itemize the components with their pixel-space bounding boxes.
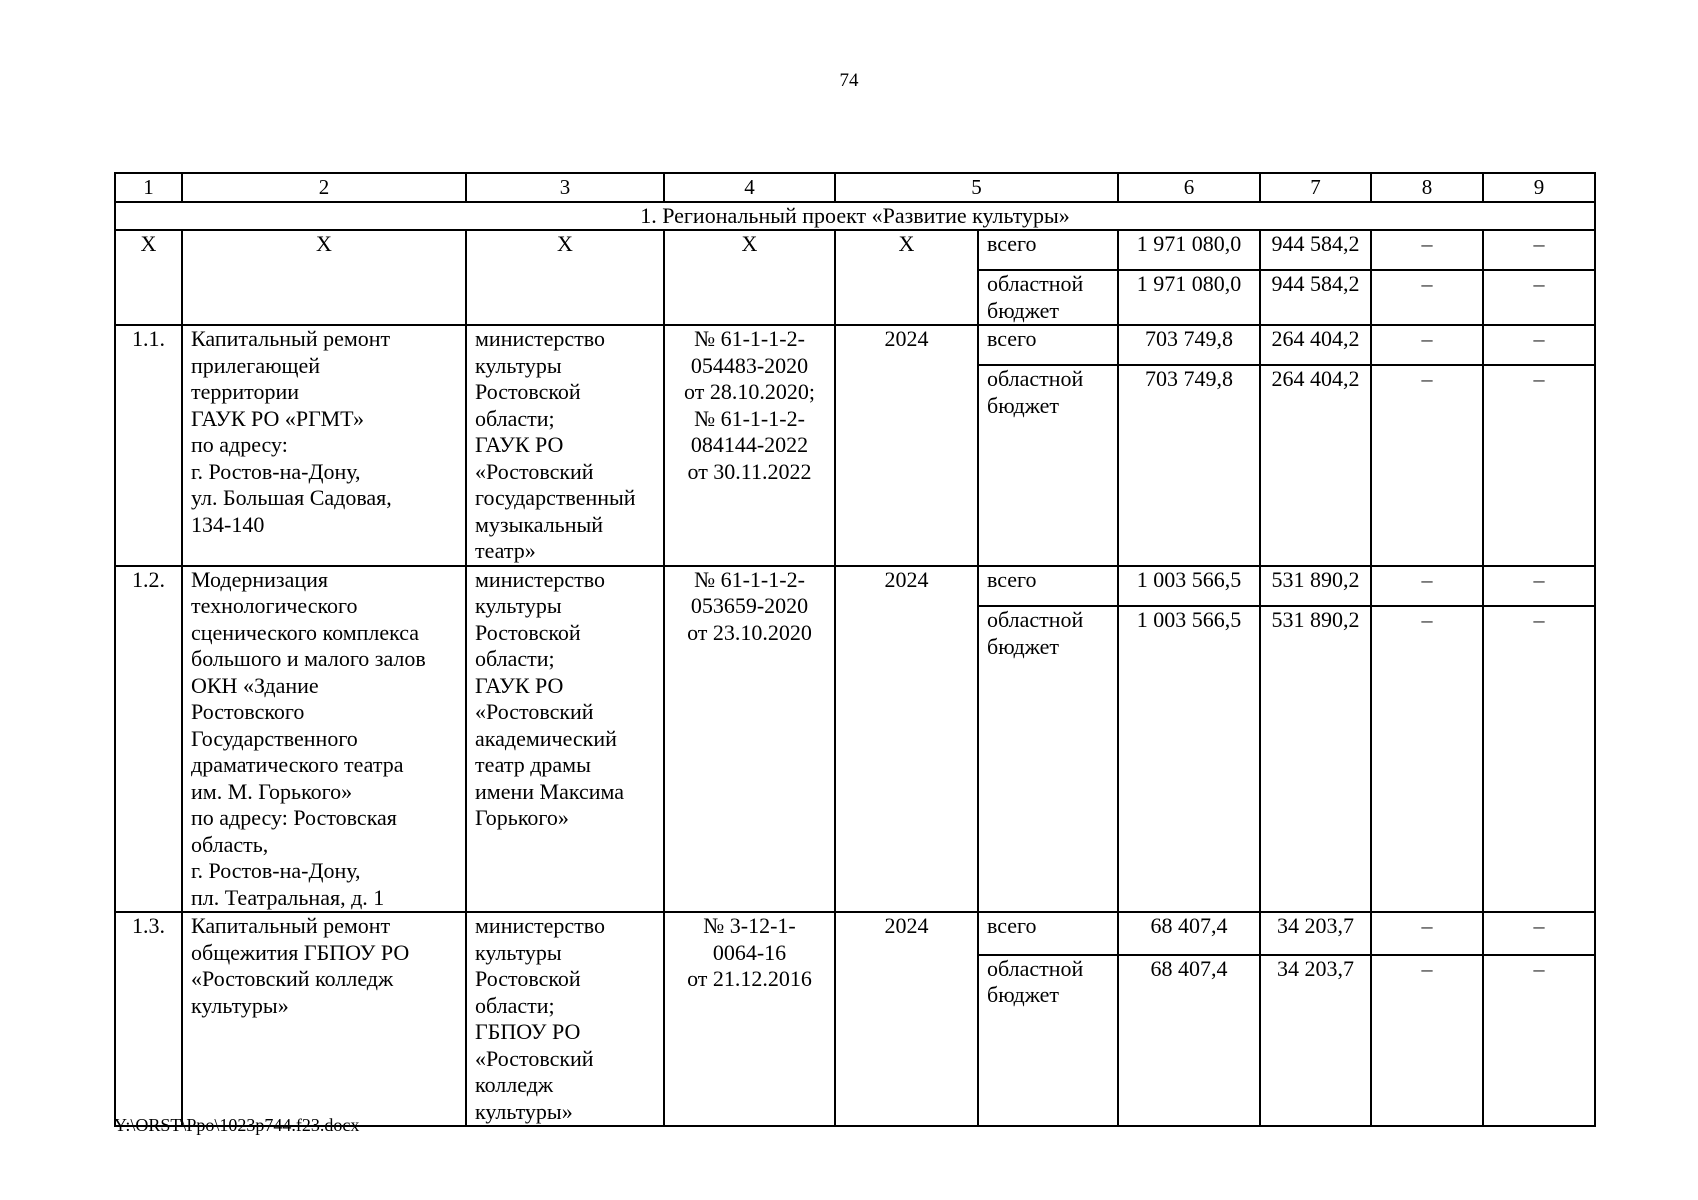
column-number: 6	[1118, 173, 1260, 202]
amount-col8: –	[1371, 912, 1483, 955]
year: 2024	[835, 912, 978, 1126]
amount-col9: –	[1483, 955, 1595, 1126]
table-row	[115, 325, 1595, 365]
table-cell: Х	[664, 230, 835, 325]
document-ref: № 3-12-1- 0064-16 от 21.12.2016	[664, 912, 835, 1126]
amount-col9: –	[1483, 365, 1595, 565]
column-number: 7	[1260, 173, 1371, 202]
amount-col9: –	[1483, 606, 1595, 912]
section-title: 1. Региональный проект «Развитие культуры»	[115, 202, 1595, 231]
table-cell: Х	[466, 230, 664, 325]
row-number: 1.2.	[115, 566, 182, 913]
amount-col9: –	[1483, 912, 1595, 955]
program-table	[114, 172, 1596, 1127]
table-cell: Х	[182, 230, 466, 325]
amount-col8: –	[1371, 365, 1483, 565]
row-number: 1.3.	[115, 912, 182, 1126]
column-number: 9	[1483, 173, 1595, 202]
amount-col9: –	[1483, 566, 1595, 607]
customer: министерство культуры Ростовской области; ГБПОУ РО «Ростовский колледж культуры»	[466, 912, 664, 1126]
section-row	[115, 202, 1595, 231]
funding-type: областной бюджет	[978, 270, 1118, 325]
amount-col7: 944 584,2	[1260, 230, 1371, 270]
amount-col7: 944 584,2	[1260, 270, 1371, 325]
document-ref: № 61-1-1-2- 054483-2020 от 28.10.2020; № 61-1-1-2- 084144-2022 от 30.11.2022	[664, 325, 835, 566]
amount-col6: 1 003 566,5	[1118, 566, 1260, 607]
column-number: 8	[1371, 173, 1483, 202]
amount-col9: –	[1483, 270, 1595, 325]
amount-col6: 703 749,8	[1118, 365, 1260, 565]
column-number: 3	[466, 173, 664, 202]
funding-type: всего	[978, 912, 1118, 955]
amount-col7: 34 203,7	[1260, 955, 1371, 1126]
table-row	[115, 912, 1595, 955]
amount-col9: –	[1483, 230, 1595, 270]
object-name: Капитальный ремонт общежития ГБПОУ РО «Ростовский колледж культуры»	[182, 912, 466, 1126]
year: 2024	[835, 325, 978, 566]
amount-col6: 703 749,8	[1118, 325, 1260, 365]
amount-col6: 68 407,4	[1118, 955, 1260, 1126]
table-cell: Х	[115, 230, 182, 325]
column-number: 2	[182, 173, 466, 202]
amount-col7: 34 203,7	[1260, 912, 1371, 955]
column-numbers-row	[115, 173, 1595, 202]
funding-type: всего	[978, 230, 1118, 270]
table-cell: Х	[835, 230, 978, 325]
amount-col8: –	[1371, 270, 1483, 325]
amount-col6: 1 971 080,0	[1118, 270, 1260, 325]
object-name: Модернизация технологического сценического комплекса большого и малого залов ОКН «Здание Ростовского Государственного драматического театра им. М. Горького» по адресу: Ростовская область, г. Ростов-на-Дону, пл. Театральная, д. 1	[182, 566, 466, 913]
amount-col7: 531 890,2	[1260, 606, 1371, 912]
amount-col8: –	[1371, 325, 1483, 365]
column-number: 4	[664, 173, 835, 202]
amount-col6: 68 407,4	[1118, 912, 1260, 955]
customer: министерство культуры Ростовской области; ГАУК РО «Ростовский государственный музыкальный театр»	[466, 325, 664, 566]
amount-col7: 264 404,2	[1260, 365, 1371, 565]
file-path-footer: Y:\ORST\Ppo\1023p744.f23.docx	[114, 1115, 360, 1135]
funding-type: всего	[978, 566, 1118, 607]
amount-col8: –	[1371, 566, 1483, 607]
object-name: Капитальный ремонт прилегающей территории ГАУК РО «РГМТ» по адресу: г. Ростов-на-Дону, ул. Большая Садовая, 134-140	[182, 325, 466, 566]
funding-type: всего	[978, 325, 1118, 365]
table-row	[115, 566, 1595, 607]
amount-col7: 531 890,2	[1260, 566, 1371, 607]
funding-type: областной бюджет	[978, 606, 1118, 912]
row-number: 1.1.	[115, 325, 182, 566]
funding-type: областной бюджет	[978, 365, 1118, 565]
document-ref: № 61-1-1-2- 053659-2020 от 23.10.2020	[664, 566, 835, 913]
customer: министерство культуры Ростовской области; ГАУК РО «Ростовский академический театр драмы имени Максима Горького»	[466, 566, 664, 913]
amount-col9: –	[1483, 325, 1595, 365]
funding-type: областной бюджет	[978, 955, 1118, 1126]
amount-col7: 264 404,2	[1260, 325, 1371, 365]
amount-col8: –	[1371, 606, 1483, 912]
amount-col6: 1 003 566,5	[1118, 606, 1260, 912]
amount-col8: –	[1371, 955, 1483, 1126]
amount-col8: –	[1371, 230, 1483, 270]
column-number: 5	[835, 173, 1118, 202]
page-number: 74	[839, 70, 859, 91]
year: 2024	[835, 566, 978, 913]
total-row	[115, 230, 1595, 270]
column-number: 1	[115, 173, 182, 202]
amount-col6: 1 971 080,0	[1118, 230, 1260, 270]
